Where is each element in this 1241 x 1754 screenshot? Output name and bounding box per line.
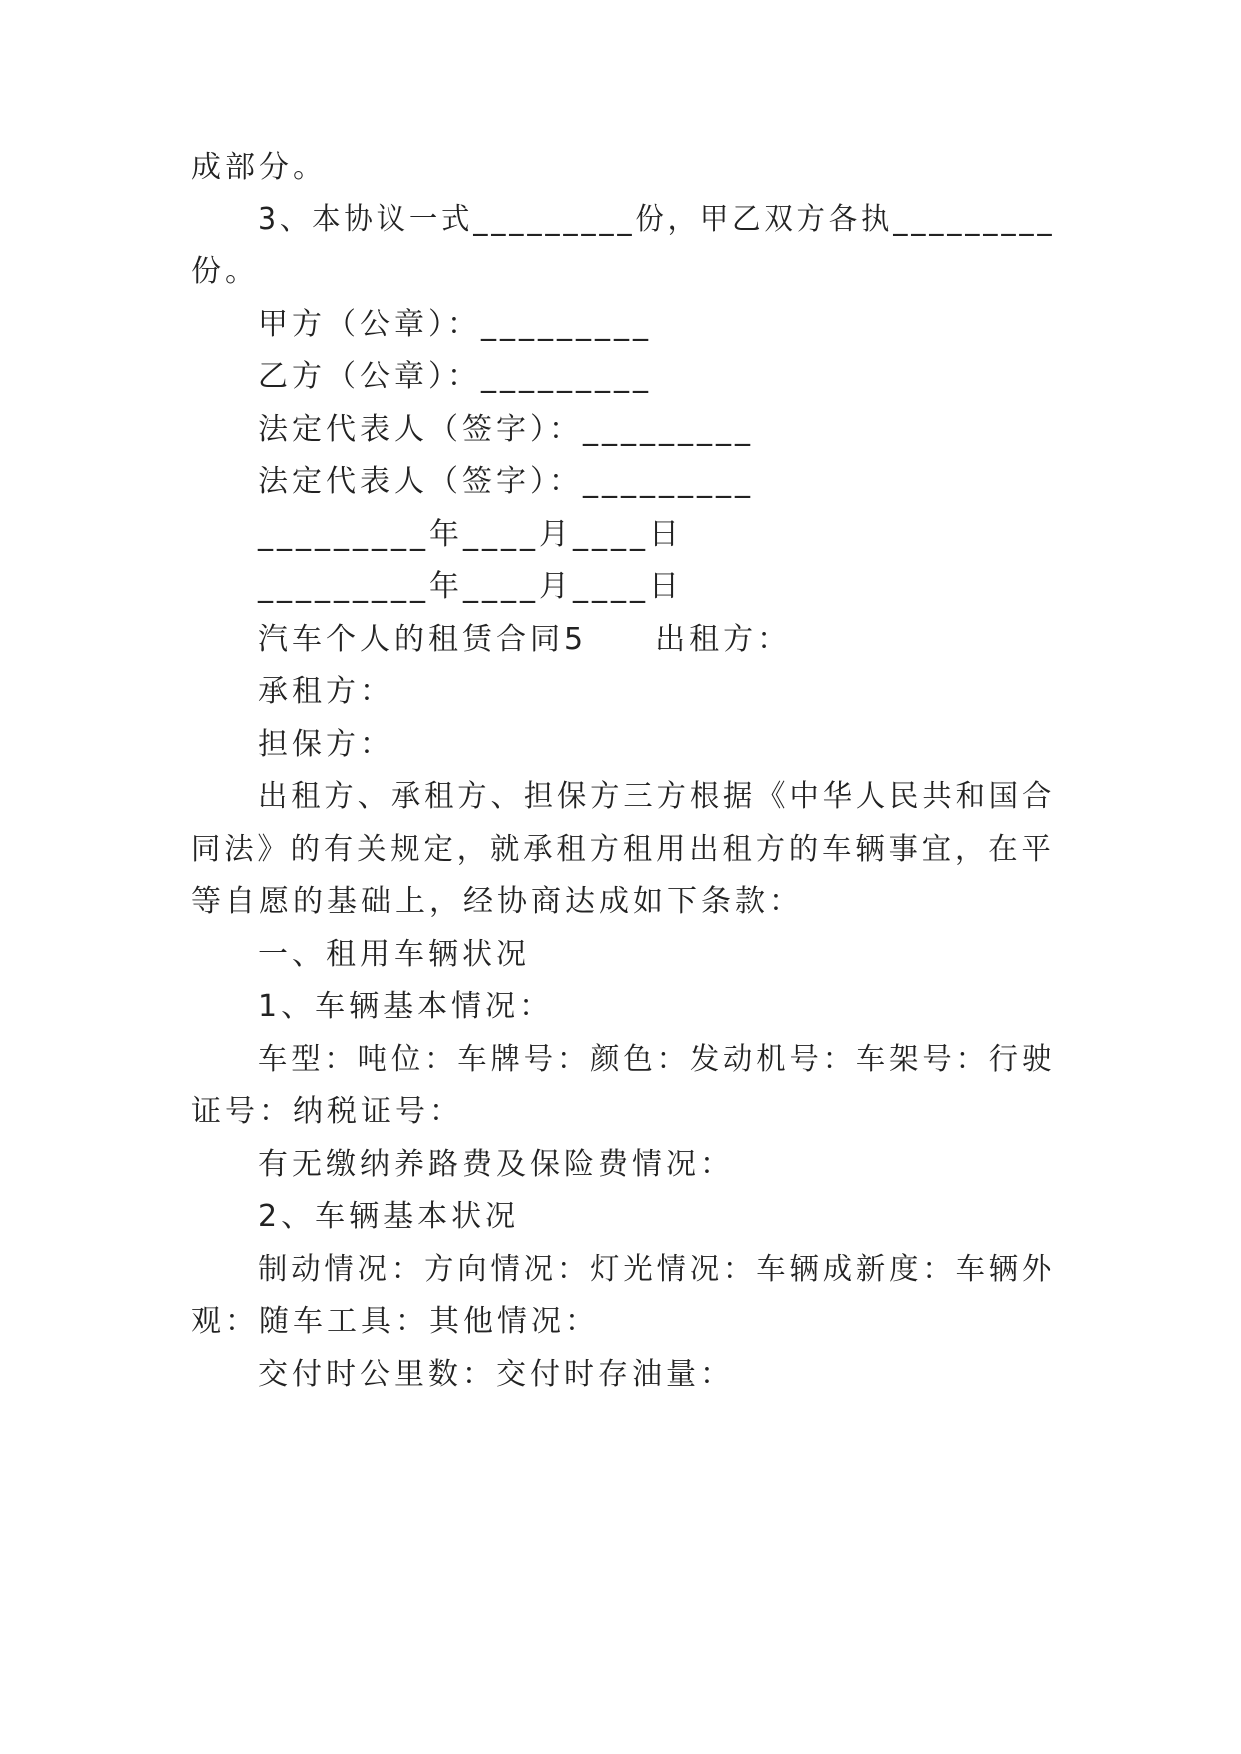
contract-title-line: 汽车个人的租赁合同5 出租方：: [258, 622, 792, 657]
text-line: 成部分。: [191, 150, 327, 185]
signature-line-party-a: 甲方（公章）：_________: [258, 307, 652, 342]
text-line: 承租方：: [258, 674, 394, 709]
text-line: 交付时公里数：交付时存油量：: [258, 1357, 734, 1392]
text-line: 制动情况：方向情况：灯光情况：车辆成新度：车辆外: [258, 1252, 1056, 1287]
text-line: 观：随车工具：其他情况：: [191, 1304, 599, 1339]
date-line: _________年____月____日: [258, 569, 683, 604]
text-line: 2、车辆基本状况: [258, 1199, 520, 1234]
text-line: 份。: [191, 254, 259, 289]
signature-line-legal-rep: 法定代表人（签字）：_________: [258, 464, 754, 499]
text-line: 出租方、承租方、担保方三方根据《中华人民共和国合: [258, 779, 1056, 814]
signature-line-legal-rep: 法定代表人（签字）：_________: [258, 412, 754, 447]
text-line: 证号：纳税证号：: [191, 1094, 463, 1129]
section-heading: 一、租用车辆状况: [258, 937, 530, 972]
date-line: _________年____月____日: [258, 517, 683, 552]
text-line: 1、车辆基本情况：: [258, 989, 554, 1024]
text-line: 有无缴纳养路费及保险费情况：: [258, 1147, 734, 1182]
text-line: 3、本协议一式_________份，甲乙双方各执_________: [258, 202, 1056, 237]
text-line: 同法》的有关规定，就承租方租用出租方的车辆事宜，在平: [191, 832, 1055, 867]
text-line: 车型：吨位：车牌号：颜色：发动机号：车架号：行驶: [258, 1042, 1056, 1077]
signature-line-party-b: 乙方（公章）：_________: [258, 359, 652, 394]
text-line: 担保方：: [258, 727, 394, 762]
text-line: 等自愿的基础上，经协商达成如下条款：: [191, 884, 803, 919]
